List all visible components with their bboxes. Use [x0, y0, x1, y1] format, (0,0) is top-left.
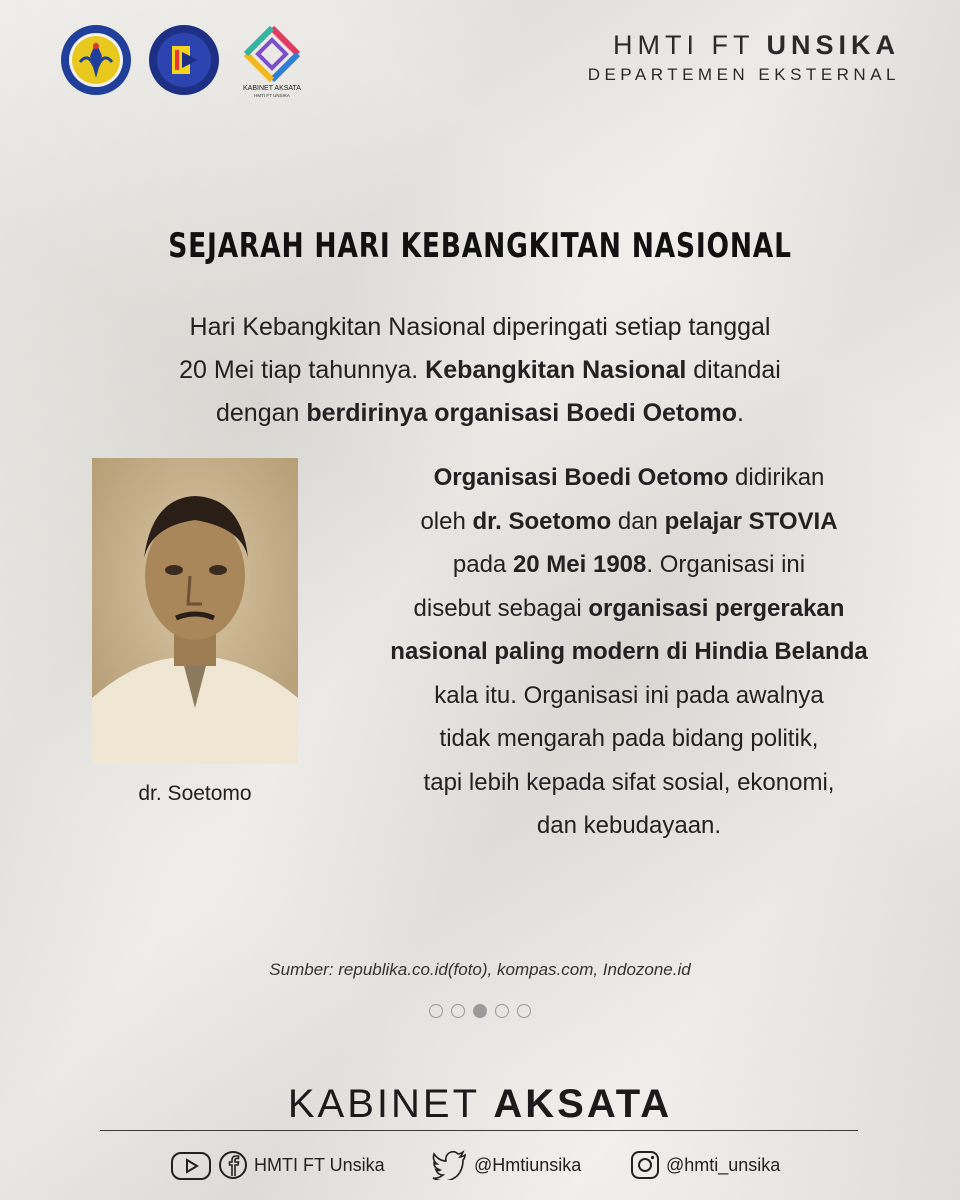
page-dot-5[interactable] — [517, 1004, 531, 1018]
svg-text:KABINET AKSATA: KABINET AKSATA — [243, 85, 301, 92]
body-paragraph: Organisasi Boedi Oetomo didirikan oleh dr. Soetomo dan pelajar STOVIA pada 20 Mei 1908. Organisasi ini disebut sebagai organisasi pergerakan nasional paling modern di Hindia Belanda kala itu. Organisasi ini pada awalnya tidak mengarah pada bidang politik, tapi lebih kepada sifat sosial, ekonomi, dan kebudayaan. — [390, 464, 868, 839]
header-org — [588, 30, 900, 85]
svg-text:HMTI FT UNSIKA: HMTI FT UNSIKA — [254, 93, 290, 98]
social-footer — [0, 1150, 960, 1184]
youtube-icon — [170, 1150, 212, 1182]
facebook-link[interactable] — [218, 1150, 385, 1180]
facebook-handle: HMTI FT Unsika — [254, 1154, 385, 1175]
page-dot-1[interactable] — [429, 1004, 443, 1018]
twitter-handle: @Hmtiunsika — [474, 1154, 582, 1175]
pagination-dots — [0, 1004, 960, 1018]
intro-paragraph: Hari Kebangkitan Nasional diperingati setiap tanggal 20 Mei tiap tahunnya. Kebangkitan Nasional ditandai dengan berdirinya organisasi Boedi Oetomo. — [179, 313, 781, 427]
page-dot-2[interactable] — [451, 1004, 465, 1018]
photo-caption: dr. Soetomo — [138, 782, 252, 805]
page-dot-3-active[interactable] — [473, 1004, 487, 1018]
org-name: HMTI FT UNSIKA — [613, 30, 900, 60]
portrait-photo — [92, 458, 298, 764]
page-title: SEJARAH HARI KEBANGKITAN NASIONAL — [168, 226, 792, 266]
source-credit: Sumber: republika.co.id(foto), kompas.com, Indozone.id — [269, 960, 691, 979]
department-name: DEPARTEMEN EKSTERNAL — [587, 65, 900, 84]
instagram-link[interactable] — [630, 1150, 780, 1180]
hmti-faculty-logo — [146, 22, 222, 98]
youtube-link[interactable] — [170, 1150, 212, 1182]
twitter-icon — [432, 1150, 468, 1180]
instagram-icon — [630, 1150, 660, 1180]
footer-divider — [100, 1130, 858, 1131]
instagram-handle: @hmti_unsika — [666, 1154, 781, 1175]
logo-row — [58, 22, 310, 98]
kabinet-aksata-logo — [234, 22, 310, 98]
facebook-icon — [218, 1150, 248, 1180]
page-dot-4[interactable] — [495, 1004, 509, 1018]
cabinet-name: KABINET AKSATA — [287, 1082, 673, 1126]
university-seal-logo — [58, 22, 134, 98]
twitter-link[interactable] — [432, 1150, 581, 1180]
